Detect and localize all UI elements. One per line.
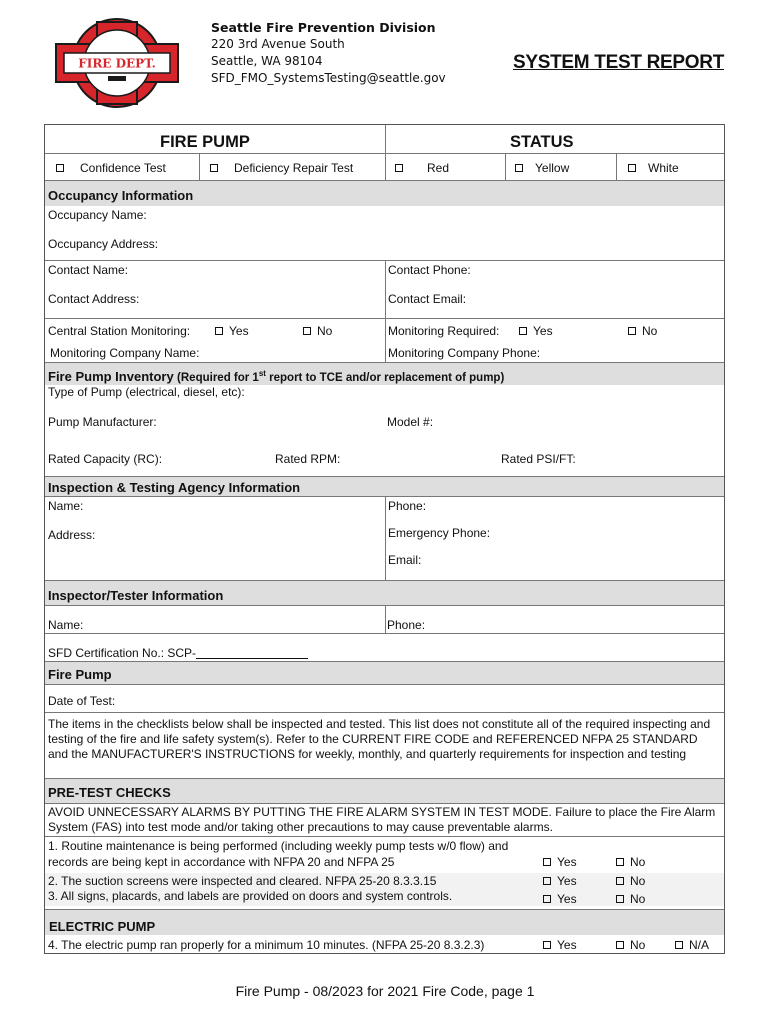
item-3-no-checkbox[interactable]: No	[616, 892, 645, 906]
central-station-label: Central Station Monitoring:	[48, 324, 191, 338]
pretest-items	[45, 837, 724, 909]
fire-pump-heading-bar: Fire Pump	[48, 667, 112, 682]
checkbox-icon	[543, 858, 551, 866]
deficiency-repair-test-checkbox[interactable]: Deficiency Repair Test	[210, 161, 353, 175]
test-status-row	[45, 154, 724, 181]
inspector-section-header	[45, 581, 724, 606]
pump-manufacturer-label: Pump Manufacturer:	[48, 415, 157, 429]
fire-dept-logo	[50, 16, 184, 110]
checkbox-icon	[519, 327, 527, 335]
inspector-name-label: Name:	[48, 618, 84, 632]
electric-section-header	[45, 909, 724, 935]
certification-number-line[interactable]	[196, 648, 308, 659]
item-1-no-checkbox[interactable]: No	[616, 855, 645, 869]
logo-text-top: CITY OF	[100, 37, 134, 46]
status-red-checkbox[interactable]: Red	[395, 161, 449, 175]
agency-fields	[45, 497, 724, 581]
electric-item-row	[45, 935, 724, 954]
inventory-heading: Fire Pump Inventory	[48, 369, 174, 384]
inspector-heading: Inspector/Tester Information	[48, 588, 224, 603]
rated-rpm-label: Rated RPM:	[275, 452, 341, 466]
item-3-yes-checkbox[interactable]: Yes	[543, 892, 577, 906]
inventory-note: (Required for 1st report to TCE and/or replacement of pump)	[177, 369, 505, 384]
agency-heading: Inspection & Testing Agency Information	[48, 480, 301, 495]
logo-text-mid: FIRE DEPT.	[78, 56, 156, 71]
pretest-item-2: 2. The suction screens were inspected and cleared. NFPA 25-20 8.3.3.15	[48, 874, 437, 888]
item-1-yes-checkbox[interactable]: Yes	[543, 855, 577, 869]
occupancy-heading: Occupancy Information	[48, 188, 194, 203]
item-2-no-checkbox[interactable]: No	[616, 874, 645, 888]
sfd-certification-label: SFD Certification No.: SCP-	[48, 646, 308, 660]
checkbox-icon	[515, 164, 523, 172]
form-heading-row	[45, 125, 724, 154]
pretest-item-1-line1: 1. Routine maintenance is being performed (including weekly pump tests w/0 flow) and	[48, 839, 509, 853]
checkbox-icon	[215, 327, 223, 335]
report-title: SYSTEM TEST REPORT	[513, 52, 725, 73]
org-email: SFD_FMO_SystemsTesting@seattle.gov	[211, 71, 446, 85]
contact-email-label: Contact Email:	[388, 292, 467, 306]
agency-phone-label: Phone:	[388, 499, 427, 513]
contact-phone-label: Contact Phone:	[388, 263, 471, 277]
pump-type-label: Type of Pump (electrical, diesel, etc):	[48, 385, 245, 399]
fire-pump-heading: FIRE PUMP	[160, 133, 250, 151]
checkbox-icon	[628, 327, 636, 335]
checkbox-icon	[616, 877, 624, 885]
instructions-paragraph: The items in the checklists below shall be inspected and tested. This list does not constitute all of the required inspecting and testing of the fire and life safety system(s). Refer to the CURRENT FIRE CODE and REFERENCED NFPA 25 STANDARD and the MANUFACTURER'S INSTRUCTIONS for weekly, monthly, and quarterly requirements for inspection and testing	[48, 717, 711, 761]
inspector-cert-row	[45, 634, 724, 662]
checkbox-icon	[628, 164, 636, 172]
occupancy-section-header	[45, 181, 724, 206]
checkbox-icon	[616, 895, 624, 903]
checkbox-icon	[543, 895, 551, 903]
org-address-line2: Seattle, WA 98104	[211, 54, 323, 68]
pretest-warning: AVOID UNNECESSARY ALARMS BY PUTTING THE FIRE ALARM SYSTEM IN TEST MODE. Failure to place the Fire Alarm System (FAS) into test mode and/or taking other precautions to may cause preventable alarms.	[48, 805, 716, 834]
item-4-na-checkbox[interactable]: N/A	[675, 938, 709, 952]
agency-address-label: Address:	[48, 528, 96, 542]
checkbox-icon	[616, 941, 624, 949]
checkbox-icon	[616, 858, 624, 866]
checkbox-icon	[210, 164, 218, 172]
org-name: Seattle Fire Prevention Division	[211, 20, 436, 35]
status-yellow-checkbox[interactable]: Yellow	[515, 161, 569, 175]
monitoring-required-no-checkbox[interactable]: No	[628, 324, 657, 338]
agency-name-label: Name:	[48, 499, 84, 513]
agency-email-label: Email:	[388, 553, 422, 567]
page-footer: Fire Pump - 08/2023 for 2021 Fire Code, page 1	[235, 983, 535, 999]
checkbox-icon	[543, 941, 551, 949]
checkbox-icon	[395, 164, 403, 172]
pretest-warning-row	[45, 804, 724, 837]
pretest-section-header	[45, 779, 724, 804]
monitoring-required-yes-checkbox[interactable]: Yes	[519, 324, 553, 338]
date-of-test-row	[45, 685, 724, 713]
occupancy-address-label: Occupancy Address:	[48, 237, 159, 251]
item-2-yes-checkbox[interactable]: Yes	[543, 874, 577, 888]
rated-psi-label: Rated PSI/FT:	[501, 452, 576, 466]
date-of-test-label: Date of Test:	[48, 694, 116, 708]
checkbox-icon	[56, 164, 64, 172]
status-heading: STATUS	[510, 133, 574, 151]
pretest-heading: PRE-TEST CHECKS	[48, 785, 171, 800]
inventory-fields	[45, 385, 724, 477]
occupancy-name-address-row	[45, 206, 724, 261]
inspector-phone-label: Phone:	[387, 618, 426, 632]
rated-capacity-label: Rated Capacity (RC):	[48, 452, 163, 466]
central-station-yes-checkbox[interactable]: Yes	[215, 324, 249, 338]
status-white-checkbox[interactable]: White	[628, 161, 679, 175]
monitoring-row	[45, 319, 724, 363]
checkbox-icon	[675, 941, 683, 949]
monitoring-company-phone-label: Monitoring Company Phone:	[388, 346, 541, 360]
monitoring-required-label: Monitoring Required:	[388, 324, 500, 338]
contact-row	[45, 261, 724, 319]
pretest-item-1-line2: records are being kept in accordance with NFPA 20 and NFPA 25	[48, 855, 395, 869]
model-number-label: Model #:	[387, 415, 434, 429]
item-4-no-checkbox[interactable]: No	[616, 938, 645, 952]
fire-pump-section-header	[45, 662, 724, 685]
org-header	[211, 19, 446, 87]
agency-emergency-phone-label: Emergency Phone:	[388, 526, 491, 540]
pretest-item-3: 3. All signs, placards, and labels are provided on doors and system controls.	[48, 889, 453, 903]
logo-text-bottom: SEATTLE	[98, 83, 136, 92]
contact-address-label: Contact Address:	[48, 292, 140, 306]
central-station-no-checkbox[interactable]: No	[303, 324, 332, 338]
occupancy-name-label: Occupancy Name:	[48, 208, 147, 222]
electric-heading: ELECTRIC PUMP	[49, 919, 156, 934]
instructions-row	[45, 713, 724, 779]
confidence-test-checkbox[interactable]: Confidence Test	[56, 161, 166, 175]
org-address-line1: 220 3rd Avenue South	[211, 37, 345, 51]
inspector-name-row	[45, 606, 724, 634]
electric-item-4: 4. The electric pump ran properly for a minimum 10 minutes. (NFPA 25-20 8.3.2.3)	[48, 938, 485, 952]
checkbox-icon	[303, 327, 311, 335]
contact-name-label: Contact Name:	[48, 263, 129, 277]
monitoring-company-name-label: Monitoring Company Name:	[50, 346, 200, 360]
item-4-yes-checkbox[interactable]: Yes	[543, 938, 577, 952]
agency-section-header	[45, 477, 724, 497]
report-form	[44, 124, 725, 954]
inventory-section-header	[45, 363, 724, 385]
checkbox-icon	[543, 877, 551, 885]
